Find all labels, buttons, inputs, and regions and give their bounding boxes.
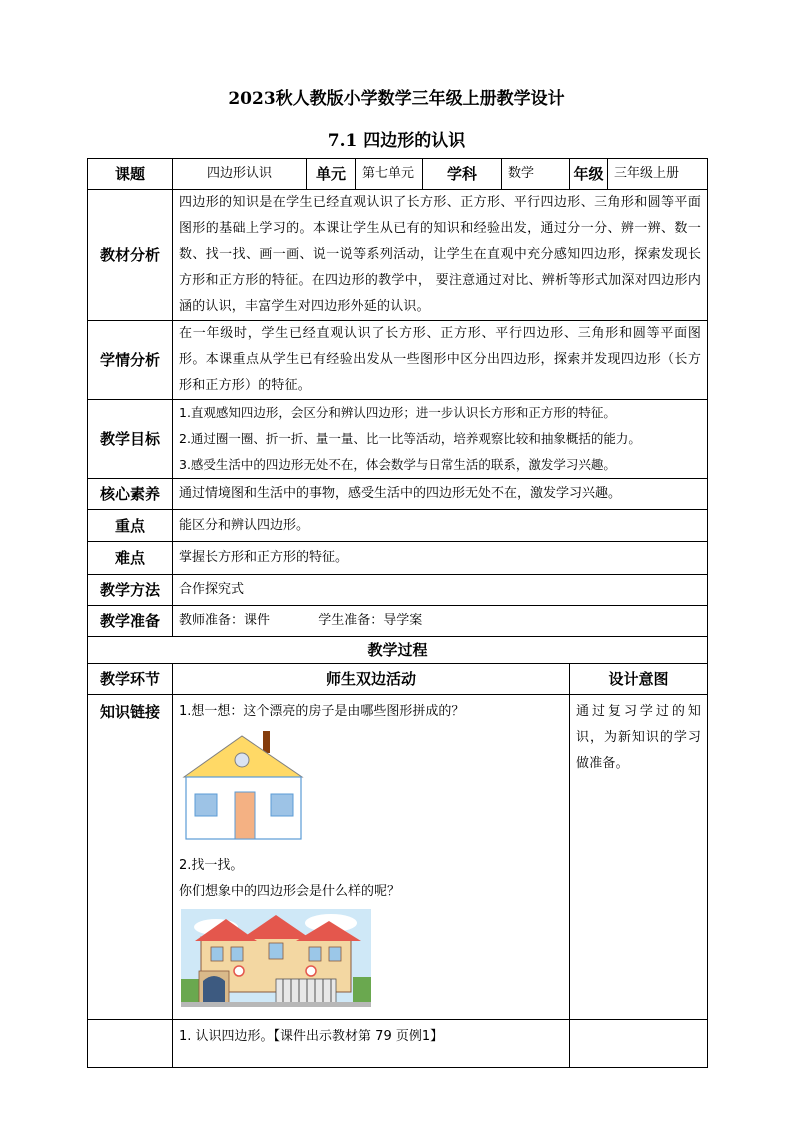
subject-label: 学科 xyxy=(423,159,502,190)
intent-cell-empty xyxy=(570,1020,708,1068)
knowledge-link-label: 知识链接 xyxy=(88,695,173,1020)
method-label: 教学方法 xyxy=(88,575,173,606)
design-intent-text: 通过复习学过的知识，为新知识的学习做准备。 xyxy=(570,695,708,1020)
question-1: 1.想一想：这个漂亮的房子是由哪些图形拼成的？ xyxy=(179,704,465,719)
teaching-goals-label: 教学目标 xyxy=(88,400,173,479)
goal-item: 1.直观感知四边形，会区分和辨认四边形；进一步认识长方形和正方形的特征。 xyxy=(179,405,616,420)
subject-value: 数学 xyxy=(502,159,570,190)
method-row xyxy=(88,575,708,606)
column-header-activity: 师生双边活动 xyxy=(173,664,570,695)
student-preparation: 学生准备：导学案 xyxy=(318,613,423,628)
goal-item: 2.通过圈一圈、折一折、量一量、比一比等活动，培养观察比较和抽象概括的能力。 xyxy=(179,431,641,446)
process-section-title: 教学过程 xyxy=(88,637,708,664)
chimney-shape xyxy=(263,731,270,753)
core-literacy-text: 通过情境图和生活中的事物，感受生活中的四边形无处不在，激发学习兴趣。 xyxy=(173,479,708,510)
lesson-title: 7.1 四边形的认识 xyxy=(327,131,466,151)
key-point-text: 能区分和辨认四边形。 xyxy=(173,510,708,542)
core-literacy-row xyxy=(88,479,708,510)
student-analysis-text: 在一年级时，学生已经直观认识了长方形、正方形、平行四边形、三角形和圆等平面图形。本课重点从学生已有经验出发从一些图形中区分出四边形，探索并发现四边形（长方形和正方形）的特征。 xyxy=(173,321,708,400)
door-shape xyxy=(235,792,255,839)
unit-value: 第七单元 xyxy=(356,159,423,190)
left-window-shape xyxy=(195,794,217,816)
process-column-header-row xyxy=(88,664,708,695)
unit-label: 单元 xyxy=(307,159,356,190)
key-point-row xyxy=(88,510,708,542)
lesson-plan-table xyxy=(87,158,708,1068)
question-2: 2.找一找。 xyxy=(179,858,244,873)
difficulty-row xyxy=(88,542,708,575)
teacher-preparation: 教师准备：课件 xyxy=(179,613,271,628)
preparation-label: 教学准备 xyxy=(88,606,173,637)
process-section-row xyxy=(88,637,708,664)
textbook-analysis-row xyxy=(88,190,708,321)
school-building-image xyxy=(181,909,563,1017)
method-text: 合作探究式 xyxy=(173,575,708,606)
right-window-shape xyxy=(271,794,293,816)
activity-step-1: 1. 认识四边形。【课件出示教材第 79 页例1】 xyxy=(173,1020,570,1068)
topic-value: 四边形认识 xyxy=(173,159,307,190)
document-title: 2023秋人教版小学数学三年级上册教学设计 xyxy=(228,89,565,109)
difficulty-text: 掌握长方形和正方形的特征。 xyxy=(173,542,708,575)
difficulty-label: 难点 xyxy=(88,542,173,575)
question-3: 你们想象中的四边形会是什么样的呢？ xyxy=(179,884,401,899)
grade-label: 年级 xyxy=(570,159,608,190)
goal-item: 3.感受生活中的四边形无处不在，体会数学与日常生活的联系，激发学习兴趣。 xyxy=(179,457,616,472)
topic-label: 课题 xyxy=(88,159,173,190)
student-analysis-row xyxy=(88,321,708,400)
preparation-row xyxy=(88,606,708,637)
grade-value: 三年级上册 xyxy=(608,159,708,190)
column-header-stage: 教学环节 xyxy=(88,664,173,695)
recognize-quadrilateral-row xyxy=(88,1020,708,1068)
textbook-analysis-text: 四边形的知识是在学生已经直观认识了长方形、正方形、平行四边形、三角形和圆等平面图形的基础上学习的。本课让学生从已有的知识和经验出发，通过分一分、辨一辨、数一数、找一找、画一画、说一说等系列活动，让学生在直观中充分感知四边形，探索发现长方形和正方形的特征。在四边形的教学中， 要注意通过对比、辨析等形式加深对四边形内涵的认识，丰富学生对四边形外延的认识。 xyxy=(173,190,708,321)
core-literacy-label: 核心素养 xyxy=(88,479,173,510)
info-row xyxy=(88,159,708,190)
column-header-intent: 设计意图 xyxy=(570,664,708,695)
stage-cell-empty xyxy=(88,1020,173,1068)
student-analysis-label: 学情分析 xyxy=(88,321,173,400)
house-image xyxy=(181,729,563,851)
round-window-shape xyxy=(235,753,249,767)
knowledge-link-row xyxy=(88,695,708,1020)
key-point-label: 重点 xyxy=(88,510,173,542)
textbook-analysis-label: 教材分析 xyxy=(88,190,173,321)
teaching-goals-row xyxy=(88,400,708,479)
